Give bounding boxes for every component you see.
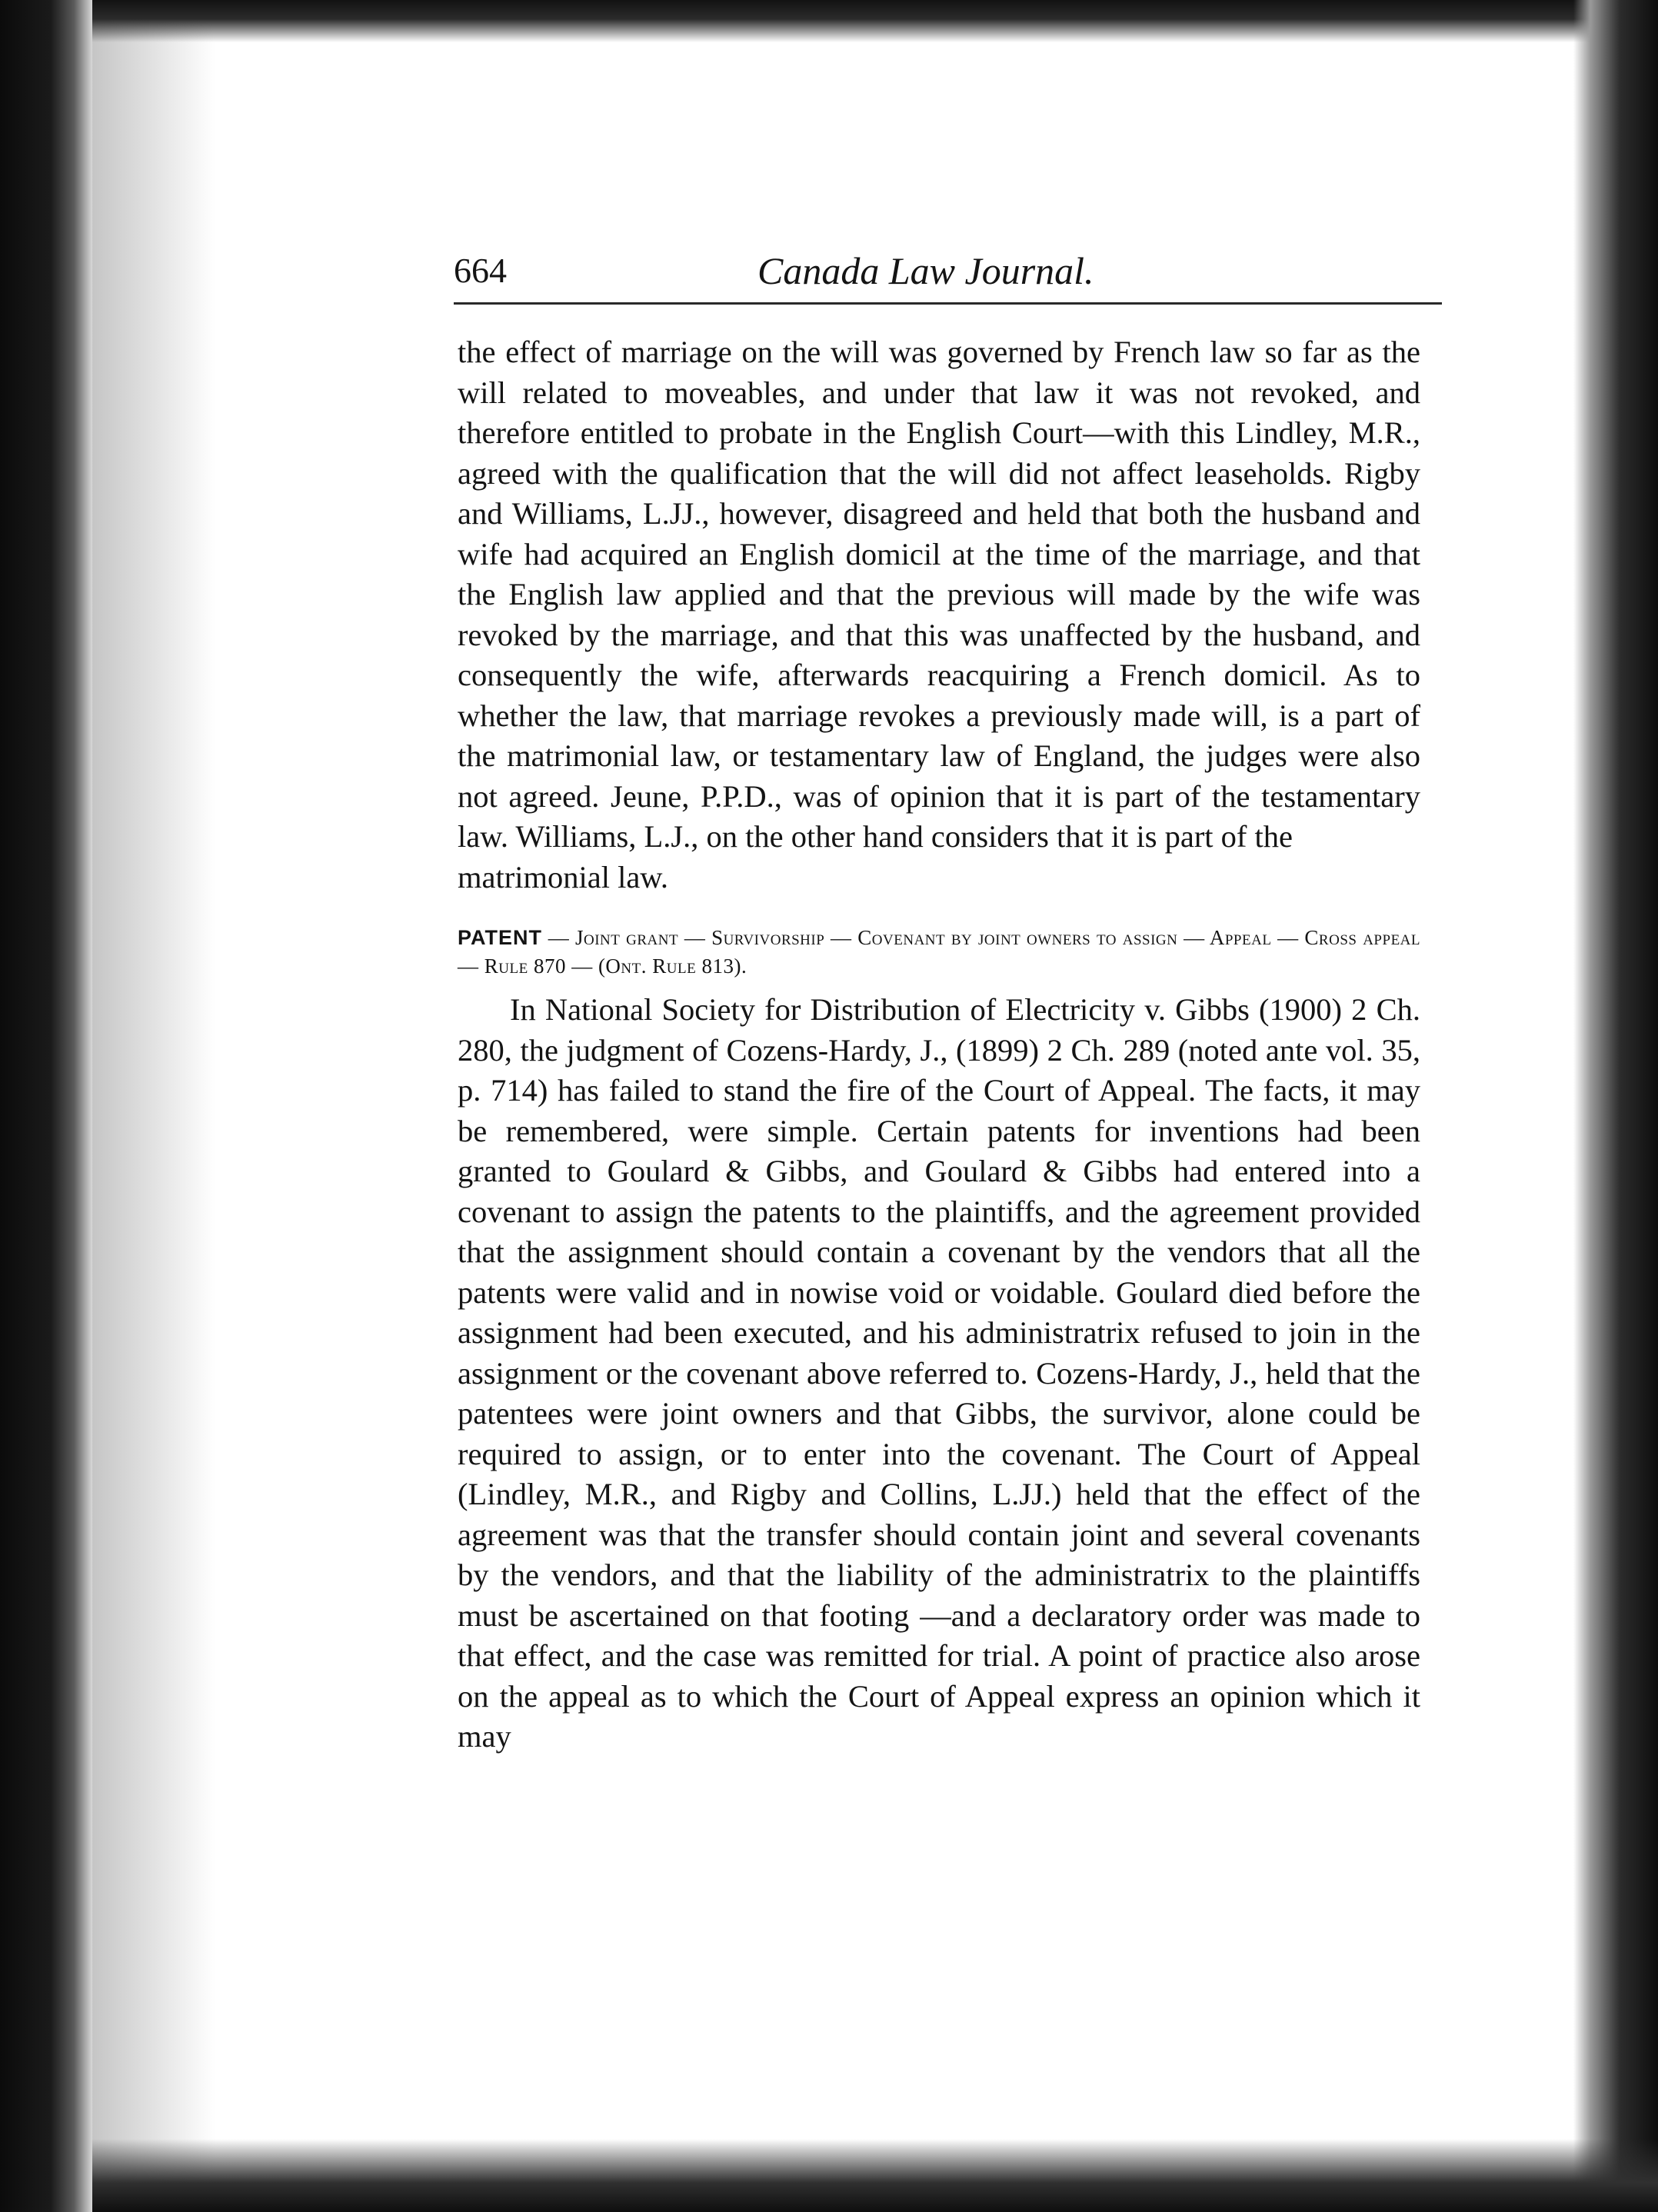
section-heading-keyword: PATENT [458, 926, 542, 949]
paragraph-continued-text: the effect of marriage on the will was governed by French law so far as the will related to moveables, and under that law it was not revoked, and therefore entitled to probate in the English Court—with this Lindley, M.R., agreed with the qualification that the will did not affect leaseholds. Rigby and Williams, L.JJ., however, disagreed and held that both the husband and wife had acquired an English domicil at the time of the marriage, and that the English law applied and that the previous will made by the wife was revoked by the marriage, and that this was unaffected by the husband, and consequently the wife, afterwards reacquiring a French domicil. As to whether the law, that marriage revokes a previously made will, is a part of the matrimonial law, or testamentary law of England, the judges were also not agreed. Jeune, P.P.D., was of opinion that it is part of the testamentary law. Williams, L.J., on the other hand considers that it is part of the [458, 335, 1420, 854]
section-heading-text: — Joint grant — Survivorship — Covenant by joint owners to assign — Appeal — Cross appeal — Rule 870 — (Ont. Rule 813). [458, 926, 1420, 978]
paragraph-continued [458, 332, 1420, 858]
scan-edge-bottom [92, 2139, 1658, 2212]
paragraph-continued-last-line: matrimonial law. [458, 859, 669, 894]
gutter-shadow [92, 0, 215, 2212]
scan-edge-right [1573, 0, 1658, 2212]
scan-edge-top [92, 0, 1658, 42]
page-body [458, 332, 1420, 1757]
section-heading [458, 924, 1420, 981]
header-rule [454, 302, 1442, 305]
journal-title: Canada Law Journal. [757, 249, 1094, 292]
running-header [454, 248, 1446, 301]
page-number: 664 [454, 251, 507, 290]
paragraph-national-society: In National Society for Distribution of Electricity v. Gibbs (1900) 2 Ch. 280, the judgment of Cozens-Hardy, J., (1899) 2 Ch. 289 (noted ante vol. 35, p. 714) has failed to stand the fire of the Court of Appeal. The facts, it may be remembered, were simple. Certain patents for inventions had been granted to Goulard & Gibbs, and Goulard & Gibbs had entered into a covenant to assign the patents to the plaintiffs, and the agreement provided that the assignment should contain a covenant by the vendors that all the patents were valid and in nowise void or voidable. Goulard died before the assignment had been executed, and his administratrix refused to join in the assignment or the covenant above referred to. Cozens-Hardy, J., held that the patentees were joint owners and that Gibbs, the survivor, alone could be required to assign, or to enter into the covenant. The Court of Appeal (Lindley, M.R., and Rigby and Collins, L.JJ.) held that the effect of the agreement was that the transfer should contain joint and several covenants by the vendors, and that the liability of the administratrix to the plaintiffs must be ascertained on that footing —and a declaratory order was made to that effect, and the case was remitted for trial. A point of practice also arose on the appeal as to which the Court of Appeal express an opinion which it may [458, 992, 1420, 1754]
book-binding-shadow [0, 0, 92, 2212]
